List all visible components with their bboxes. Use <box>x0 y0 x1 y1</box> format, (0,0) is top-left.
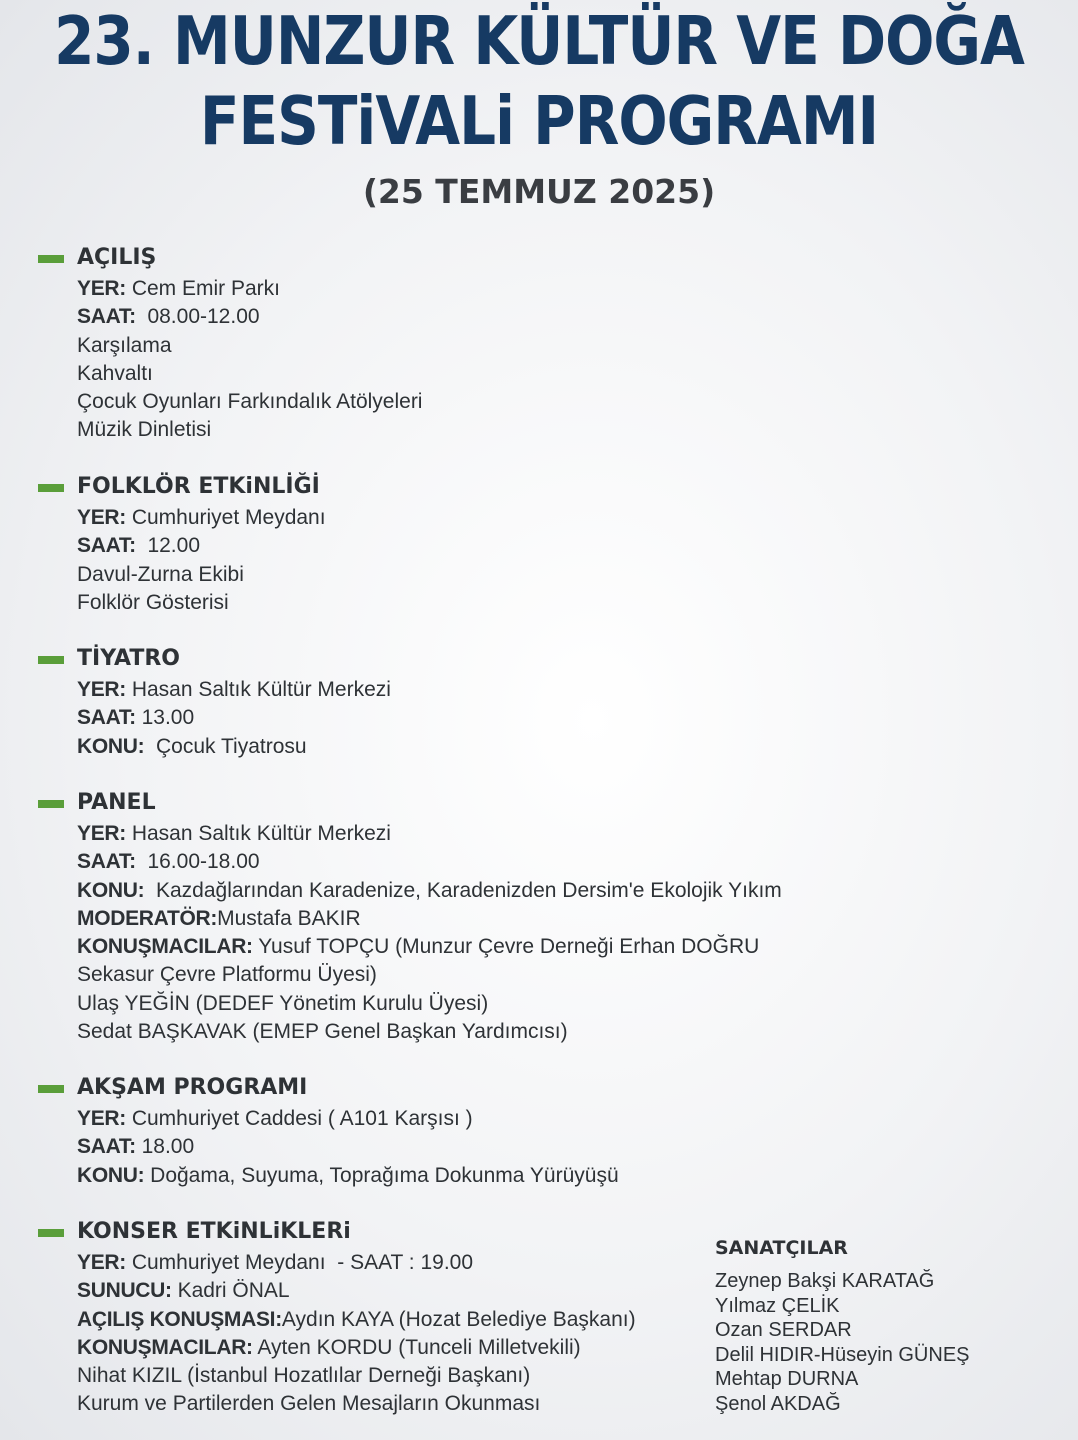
time-line: SAAT: 08.00-12.00 <box>77 305 260 329</box>
section-tiyatro <box>38 644 391 761</box>
program-item: Sekasur Çevre Platformu Üyesi) <box>77 963 377 987</box>
program-item: Karşılama <box>77 333 172 357</box>
program-item: Davul-Zurna Ekibi <box>77 562 244 586</box>
moderator-line: MODERATÖR:Mustafa BAKIR <box>77 906 361 930</box>
program-item: Müzik Dinletisi <box>77 418 212 442</box>
location-line: YER: Cem Emir Parkı <box>77 277 280 300</box>
bullet-marker <box>38 656 64 664</box>
artists-list <box>715 1235 970 1417</box>
bullet-marker <box>38 255 64 263</box>
bullet-marker <box>38 1229 64 1237</box>
festival-date: (25 TEMMUZ 2025) <box>362 172 716 211</box>
bullet-marker <box>38 484 64 492</box>
topic-line: KONU: Doğama, Suyuma, Toprağıma Dokunma Yürüyüşü <box>77 1163 619 1187</box>
section-title: FOLKLÖR ETKiNLİĞİ <box>77 474 320 499</box>
section-acilis <box>38 243 422 445</box>
program-item: Sedat BAŞKAVAK (EMEP Genel Başkan Yardımcısı) <box>77 1020 568 1044</box>
speakers-line: KONUŞMACILAR: Ayten KORDU (Tunceli Milletvekili) <box>77 1335 581 1359</box>
location-line: YER: Cumhuriyet Caddesi ( A101 Karşısı ) <box>77 1107 473 1130</box>
section-title: AKŞAM PROGRAMI <box>77 1075 308 1100</box>
speakers-line: KONUŞMACILAR: Yusuf TOPÇU (Munzur Çevre Derneği Erhan DOĞRU <box>77 935 760 959</box>
section-folklor <box>38 472 326 617</box>
festival-title-line1: 23. MUNZUR KÜLTÜR VE DOĞA <box>54 1 1024 81</box>
topic-line: KONU: Çocuk Tiyatrosu <box>77 734 307 758</box>
opening-speech-line: AÇILIŞ KONUŞMASI:Aydın KAYA (Hozat Belediye Başkanı) <box>77 1307 636 1331</box>
artist-name: Ozan SERDAR <box>715 1319 852 1342</box>
section-aksam-programi <box>38 1073 619 1190</box>
location-line: YER: Hasan Saltık Kültür Merkezi <box>77 678 391 701</box>
program-item: Kahvaltı <box>77 361 153 385</box>
time-line: SAAT: 18.00 <box>77 1135 195 1159</box>
section-konser <box>38 1217 636 1419</box>
section-title: AÇILIŞ <box>77 245 157 270</box>
section-panel <box>38 788 782 1046</box>
program-item: Nihat KIZIL (İstanbul Hozatlılar Derneği Başkanı) <box>77 1364 531 1388</box>
program-item: Folklör Gösterisi <box>77 590 229 614</box>
section-title: PANEL <box>77 790 156 815</box>
program-item: Çocuk Oyunları Farkındalık Atölyeleri <box>77 390 423 414</box>
location-line: YER: Cumhuriyet Meydanı <box>77 506 326 529</box>
section-title: TİYATRO <box>77 646 180 671</box>
artist-name: Mehtap DURNA <box>715 1368 859 1391</box>
location-line: YER: Hasan Saltık Kültür Merkezi <box>77 822 391 845</box>
program-item: Ulaş YEĞİN (DEDEF Yönetim Kurulu Üyesi) <box>77 991 489 1015</box>
program-item: Kurum ve Partilerden Gelen Mesajların Okunması <box>77 1392 541 1416</box>
artist-name: Zeynep Bakşi KARATAĞ <box>715 1270 935 1292</box>
artists-title: SANATÇILAR <box>715 1237 848 1259</box>
topic-line: KONU: Kazdağlarından Karadenize, Karadenizden Dersim'e Ekolojik Yıkım <box>77 878 782 902</box>
location-line: YER: Cumhuriyet Meydanı - SAAT : 19.00 <box>77 1251 474 1274</box>
artist-name: Şenol AKDAĞ <box>715 1392 841 1415</box>
host-line: SUNUCU: Kadri ÖNAL <box>77 1279 290 1303</box>
bullet-marker <box>38 1085 64 1093</box>
artist-name: Yılmaz ÇELİK <box>715 1294 840 1317</box>
section-title: KONSER ETKiNLiKLERi <box>77 1219 351 1244</box>
bullet-marker <box>38 800 64 808</box>
time-line: SAAT: 12.00 <box>77 534 201 558</box>
time-line: SAAT: 13.00 <box>77 706 195 730</box>
time-line: SAAT: 16.00-18.00 <box>77 850 260 874</box>
festival-title-line2: FESTiVALi PROGRAMI <box>199 81 879 161</box>
artist-name: Delil HIDIR-Hüseyin GÜNEŞ <box>715 1343 970 1366</box>
